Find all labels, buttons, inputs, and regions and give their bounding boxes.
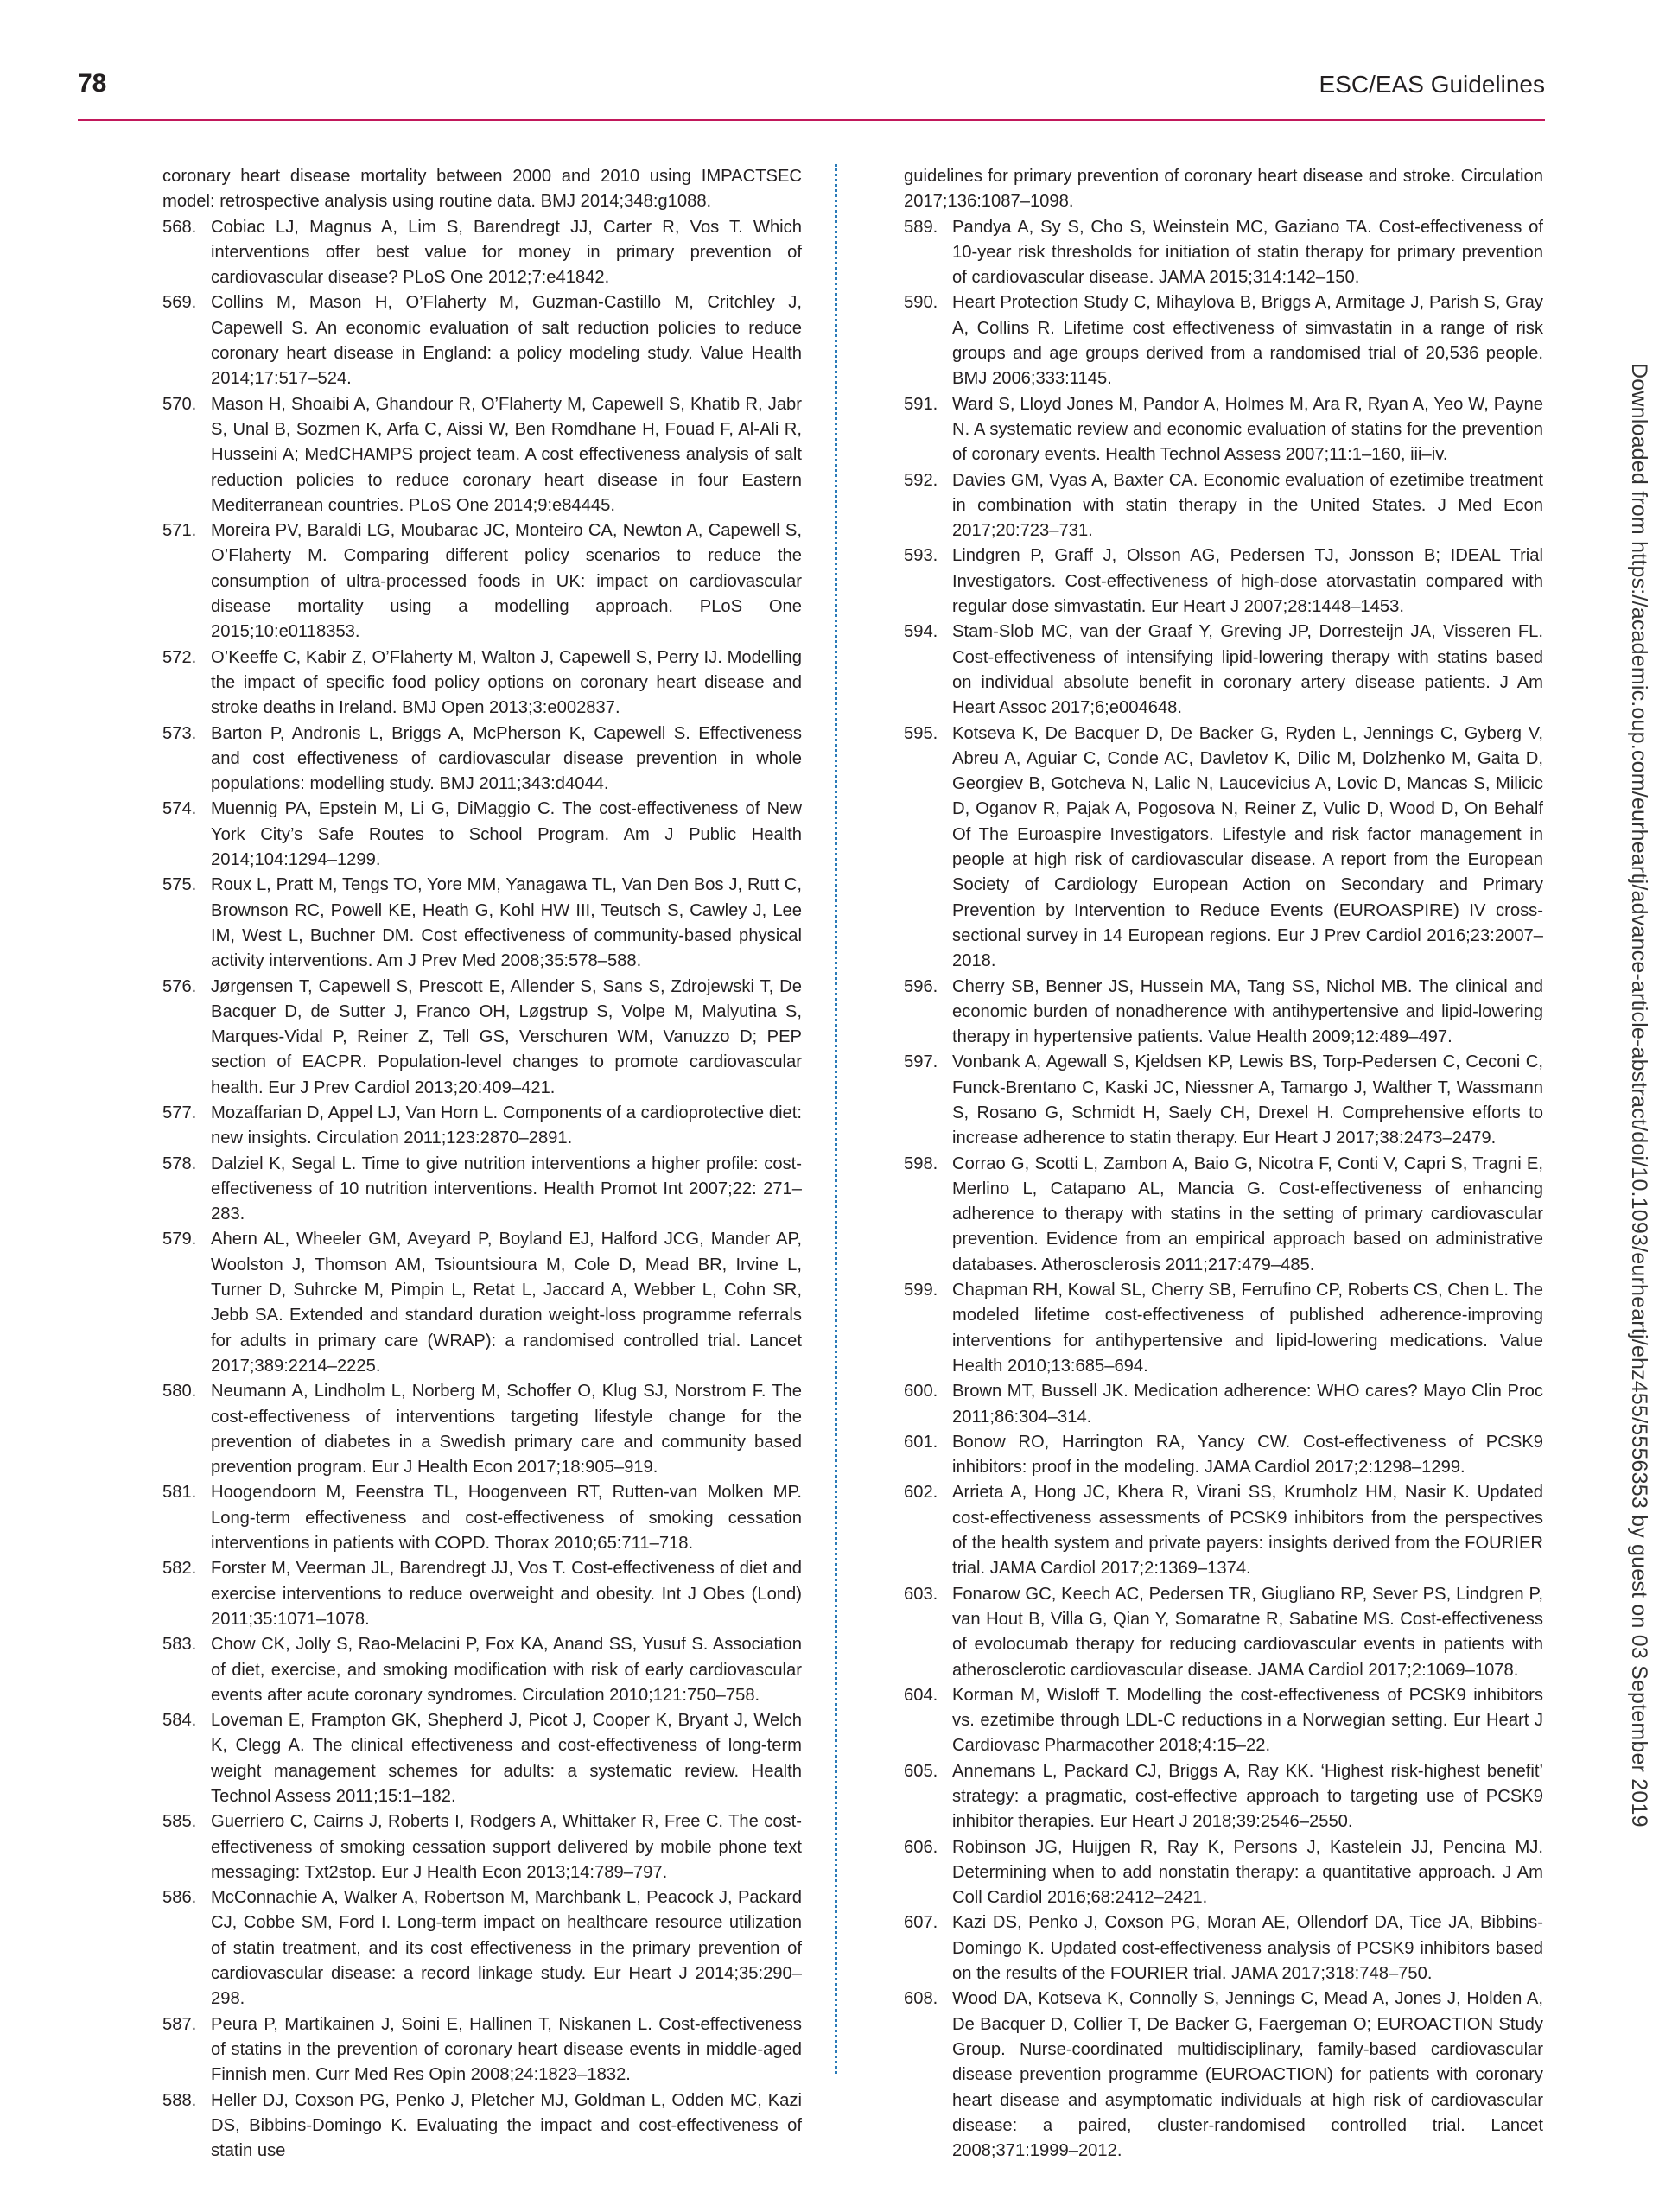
download-watermark: Downloaded from https://academic.oup.com/eurheartj/advance-article-abstract/doi/10.1093/eurheartj/ehz455/5556353 by guest on 03 September 2019: [1627, 363, 1651, 1827]
reference-number: 606.: [904, 1837, 938, 1857]
reference-number: 582.: [162, 1559, 197, 1579]
reference-text: Cobiac LJ, Magnus A, Lim S, Barendregt JJ, Carter R, Vos T. Which interventions offer best value for money in primary prevention of cardiovascular disease? PLoS One 2012;7:e41842.: [211, 217, 802, 288]
reference-entry: [162, 1632, 802, 1708]
reference-entry: [904, 1835, 1543, 1911]
reference-text: Mason H, Shoaibi A, Ghandour R, O’Flaherty M, Capewell S, Khatib R, Jabr S, Unal B, Sozmen K, Arfa C, Aissi W, Ben Romdhane H, Fouad F, Al-Ali R, Husseini A; MedCHAMPS project team. A cost effectiveness analysis of salt reduction policies to reduce coronary heart disease in four Eastern Mediterranean countries. PLoS One 2014;9:e84445.: [211, 394, 802, 515]
reference-entry: [162, 1101, 802, 1152]
reference-text: Chow CK, Jolly S, Rao-Melacini P, Fox KA, Anand SS, Yusuf S. Association of diet, exercise, and smoking modification with risk of early cardiovascular events after acute coronary syndromes. Circulation 2010;121:750–758.: [211, 1635, 802, 1705]
reference-number: 608.: [904, 1989, 938, 2009]
reference-entry: [162, 1379, 802, 1480]
reference-entry: [904, 290, 1543, 391]
reference-number: 579.: [162, 1230, 197, 1249]
reference-text: Heller DJ, Coxson PG, Penko J, Pletcher MJ, Goldman L, Odden MC, Kazi DS, Bibbins-Domingo K. Evaluating the impact and cost-effectiveness of statin use: [211, 2090, 802, 2161]
reference-number: 599.: [904, 1281, 938, 1300]
reference-entry: [904, 1910, 1543, 1986]
reference-number: 581.: [162, 1483, 197, 1503]
reference-number: 569.: [162, 293, 197, 313]
reference-text: Peura P, Martikainen J, Soini E, Hallinen T, Niskanen L. Cost-effectiveness of statins in the prevention of coronary heart disease events in middle-aged Finnish men. Curr Med Res Opin 2008;24:1823–1832.: [211, 2014, 802, 2085]
reference-number: 597.: [904, 1052, 938, 1072]
reference-entry: [904, 1278, 1543, 1379]
reference-number: 593.: [904, 546, 938, 566]
reference-text: Ward S, Lloyd Jones M, Pandor A, Holmes M, Ara R, Ryan A, Yeo W, Payne N. A systematic review and economic evaluation of statins for the prevention of coronary events. Health Technol Assess 2007;11:1–160, iii–iv.: [952, 394, 1543, 465]
reference-text: Heart Protection Study C, Mihaylova B, Briggs A, Armitage J, Parish S, Gray A, Collins R. Lifetime cost effectiveness of simvastatin in a range of risk groups and age groups derived from a randomised trial of 20,536 people. BMJ 2006;333:1145.: [952, 293, 1543, 389]
reference-text: Dalziel K, Segal L. Time to give nutrition interventions a higher profile: cost-effectiveness of 10 nutrition interventions. Health Promot Int 2007;22: 271–283.: [211, 1154, 802, 1224]
reference-text: Barton P, Andronis L, Briggs A, McPherson K, Capewell S. Effectiveness and cost effectiveness of cardiovascular disease prevention in whole populations: modelling study. BMJ 2011;343:d4044.: [211, 723, 802, 794]
reference-text: Guerriero C, Cairns J, Roberts I, Rodgers A, Whittaker R, Free C. The cost-effectiveness of smoking cessation support delivered by mobile phone text messaging: Txt2stop. Eur J Health Econ 2013;14:789–797.: [211, 1812, 802, 1882]
reference-entry: [162, 797, 802, 873]
reference-text: Bonow RO, Harrington RA, Yancy CW. Cost-effectiveness of PCSK9 inhibitors: proof in the modeling. JAMA Cardiol 2017;2:1298–1299.: [952, 1432, 1543, 1478]
reference-text: Annemans L, Packard CJ, Briggs A, Ray KK. ‘Highest risk-highest benefit’ strategy: a pragmatic, cost-effective approach to targeting use of PCSK9 inhibitor therapies. Eur Heart J 2018;39:2546–2550.: [952, 1761, 1543, 1832]
reference-number: 594.: [904, 622, 938, 642]
reference-entry: [904, 1759, 1543, 1835]
reference-text: Chapman RH, Kowal SL, Cherry SB, Ferrufino CP, Roberts CS, Chen L. The modeled lifetime cost-effectiveness of published adherence-improving interventions for antihypertensive and lipid-lowering medications. Value Health 2010;13:685–694.: [952, 1281, 1543, 1376]
reference-number: 580.: [162, 1382, 197, 1402]
reference-number: 578.: [162, 1154, 197, 1173]
reference-entry: [162, 1885, 802, 2012]
column-divider: [835, 164, 837, 2074]
reference-text: Muennig PA, Epstein M, Li G, DiMaggio C. The cost-effectiveness of New York City’s Safe Routes to School Program. Am J Public Health 2014;104:1294–1299.: [211, 799, 802, 870]
reference-number: 568.: [162, 217, 197, 237]
reference-entry: [162, 645, 802, 721]
reference-number: 571.: [162, 521, 197, 541]
reference-text: Robinson JG, Huijgen R, Ray K, Persons J, Kastelein JJ, Pencina MJ. Determining when to add nonstatin therapy: a quantitative approach. J Am Coll Cardiol 2016;68:2412–2421.: [952, 1837, 1543, 1908]
reference-number: 583.: [162, 1635, 197, 1655]
reference-text: Arrieta A, Hong JC, Khera R, Virani SS, Krumholz HM, Nasir K. Updated cost-effectiveness assessments of PCSK9 inhibitors from the perspectives of the health system and private payers: insights derived from the FOURIER trial. JAMA Cardiol 2017;2:1369–1374.: [952, 1483, 1543, 1579]
reference-text: O’Keeffe C, Kabir Z, O’Flaherty M, Walton J, Capewell S, Perry IJ. Modelling the impact of specific food policy options on coronary heart disease and stroke deaths in Ireland. BMJ Open 2013;3:e002837.: [211, 647, 802, 718]
reference-text: Loveman E, Frampton GK, Shepherd J, Picot J, Cooper K, Bryant J, Welch K, Clegg A. The clinical effectiveness and cost-effectiveness of long-term weight management schemes for adults: a systematic review. Health Technol Assess 2011;15:1–182.: [211, 1711, 802, 1806]
page-header: [78, 69, 1545, 107]
reference-text: Roux L, Pratt M, Tengs TO, Yore MM, Yanagawa TL, Van Den Bos J, Rutt C, Brownson RC, Powell KE, Heath G, Kohl HW III, Teutsch S, Cawley J, Lee IM, West L, Buchner DM. Cost effectiveness of community-based physical activity interventions. Am J Prev Med 2008;35:578–588.: [211, 875, 802, 971]
reference-number: 595.: [904, 723, 938, 743]
reference-number: 604.: [904, 1685, 938, 1705]
reference-text: Collins M, Mason H, O’Flaherty M, Guzman-Castillo M, Critchley J, Capewell S. An economic evaluation of salt reduction policies to reduce coronary heart disease in England: a policy modeling study. Value Health 2014;17:517–524.: [211, 293, 802, 389]
reference-text: McConnachie A, Walker A, Robertson M, Marchbank L, Peacock J, Packard CJ, Cobbe SM, Ford I. Long-term impact on healthcare resource utilization of statin treatment, and its cost effectiveness in the primary prevention of cardiovascular disease: a record linkage study. Eur Heart J 2014;35:290–298.: [211, 1888, 802, 2009]
reference-entry: [904, 1582, 1543, 1683]
reference-entry: [904, 468, 1543, 544]
reference-number: 574.: [162, 799, 197, 819]
reference-text: guidelines for primary prevention of coronary heart disease and stroke. Circulation 2017;136:1087–1098.: [904, 167, 1543, 212]
reference-number: 591.: [904, 394, 938, 414]
reference-entry: [162, 2088, 802, 2164]
reference-number: 598.: [904, 1154, 938, 1173]
reference-text: coronary heart disease mortality between 2000 and 2010 using IMPACTSEC model: retrospective analysis using routine data. BMJ 2014;348:g1088.: [162, 167, 802, 212]
reference-entry: [904, 1683, 1543, 1759]
reference-number: 603.: [904, 1584, 938, 1604]
reference-text: Lindgren P, Graff J, Olsson AG, Pedersen TJ, Jonsson B; IDEAL Trial Investigators. Cost-effectiveness of high-dose atorvastatin compared with regular dose simvastatin. Eur Heart J 2007;28:1448–1453.: [952, 546, 1543, 617]
reference-entry: [904, 1379, 1543, 1430]
reference-entry: [162, 1227, 802, 1379]
reference-text: Cherry SB, Benner JS, Hussein MA, Tang SS, Nichol MB. The clinical and economic burden of nonadherence with antihypertensive and lipid-lowering therapy in hypertensive patients. Value Health 2009;12:489–497.: [952, 976, 1543, 1047]
reference-continuation: [162, 164, 802, 215]
reference-entry: [904, 392, 1543, 468]
reference-text: Kazi DS, Penko J, Coxson PG, Moran AE, Ollendorf DA, Tice JA, Bibbins-Domingo K. Updated cost-effectiveness analysis of PCSK9 inhibitors based on the results of the FOURIER trial. JAMA 2017;318:748–750.: [952, 1913, 1543, 1984]
reference-text: Stam-Slob MC, van der Graaf Y, Greving JP, Dorresteijn JA, Visseren FL. Cost-effectiveness of intensifying lipid-lowering therapy with statins based on individual absolute benefit in coronary artery disease patients. J Am Heart Assoc 2017;6;e004648.: [952, 622, 1543, 718]
reference-number: 585.: [162, 1812, 197, 1832]
header-rule: [78, 119, 1545, 121]
reference-entry: [162, 1708, 802, 1809]
reference-number: 576.: [162, 976, 197, 996]
reference-entry: [904, 1152, 1543, 1278]
reference-entry: [904, 1050, 1543, 1151]
reference-entry: [162, 290, 802, 391]
reference-text: Moreira PV, Baraldi LG, Moubarac JC, Monteiro CA, Newton A, Capewell S, O’Flaherty M. Comparing different policy scenarios to reduce the consumption of ultra-processed foods in UK: impact on cardiovascular disease mortality using a modelling approach. PLoS One 2015;10:e0118353.: [211, 521, 802, 642]
reference-text: Neumann A, Lindholm L, Norberg M, Schoffer O, Klug SJ, Norstrom F. The cost-effectiveness of interventions targeting lifestyle change for the prevention of diabetes in a Swedish primary care and community based prevention program. Eur J Health Econ 2017;18:905–919.: [211, 1382, 802, 1478]
reference-number: 575.: [162, 875, 197, 895]
reference-number: 589.: [904, 217, 938, 237]
reference-entry: [904, 975, 1543, 1051]
reference-number: 584.: [162, 1711, 197, 1731]
reference-number: 588.: [162, 2090, 197, 2110]
reference-entry: [162, 392, 802, 518]
reference-text: Jørgensen T, Capewell S, Prescott E, Allender S, Sans S, Zdrojewski T, De Bacquer D, de Sutter J, Franco OH, Løgstrup S, Volpe M, Malyutina S, Marques-Vidal P, Reiner Z, Tell GS, Verschuren WM, Vanuzzo D; PEP section of EACPR. Population-level changes to promote cardiovascular health. Eur J Prev Cardiol 2013;20:409–421.: [211, 976, 802, 1097]
page-number: 78: [78, 69, 107, 98]
reference-entry: [162, 873, 802, 974]
reference-entry: [162, 2012, 802, 2088]
reference-entry: [162, 1556, 802, 1632]
references-right-column: [904, 164, 1543, 2164]
reference-entry: [162, 975, 802, 1101]
reference-text: Fonarow GC, Keech AC, Pedersen TR, Giugliano RP, Sever PS, Lindgren P, van Hout B, Villa G, Qian Y, Somaratne R, Sabatine MS. Cost-effectiveness of evolocumab therapy for reducing cardiovascular events in patients with atherosclerotic cardiovascular disease. JAMA Cardiol 2017;2:1069–1078.: [952, 1584, 1543, 1680]
reference-entry: [162, 1480, 802, 1556]
reference-number: 602.: [904, 1483, 938, 1503]
running-head: ESC/EAS Guidelines: [1319, 71, 1545, 98]
reference-entry: [162, 1152, 802, 1228]
references-left-column: [162, 164, 802, 2164]
reference-number: 587.: [162, 2014, 197, 2034]
reference-entry: [904, 543, 1543, 620]
reference-entry: [904, 721, 1543, 975]
reference-continuation: [904, 164, 1543, 215]
reference-entry: [904, 620, 1543, 721]
reference-text: Brown MT, Bussell JK. Medication adherence: WHO cares? Mayo Clin Proc 2011;86:304–314.: [952, 1382, 1543, 1427]
reference-entry: [162, 1809, 802, 1885]
reference-text: Mozaffarian D, Appel LJ, Van Horn L. Components of a cardioprotective diet: new insights. Circulation 2011;123:2870–2891.: [211, 1103, 802, 1148]
reference-text: Corrao G, Scotti L, Zambon A, Baio G, Nicotra F, Conti V, Capri S, Tragni E, Merlino L, Catapano AL, Mancia G. Cost-effectiveness of enhancing adherence to therapy with statins in the setting of primary cardiovascular prevention. Evidence from an empirical approach based on administrative databases. Atherosclerosis 2011;217:479–485.: [952, 1154, 1543, 1274]
reference-number: 572.: [162, 647, 197, 667]
reference-entry: [162, 518, 802, 645]
reference-number: 586.: [162, 1888, 197, 1908]
reference-text: Davies GM, Vyas A, Baxter CA. Economic evaluation of ezetimibe treatment in combination with statin therapy in the United States. J Med Econ 2017;20:723–731.: [952, 470, 1543, 541]
reference-text: Ahern AL, Wheeler GM, Aveyard P, Boyland EJ, Halford JCG, Mander AP, Woolston J, Thomson AM, Tsiountsioura M, Cole D, Mead BR, Irvine L, Turner D, Suhrcke M, Pimpin L, Retat L, Jaccard A, Webber L, Cohn SR, Jebb SA. Extended and standard duration weight-loss programme referrals for adults in primary care (WRAP): a randomised controlled trial. Lancet 2017;389:2214–2225.: [211, 1230, 802, 1376]
reference-text: Vonbank A, Agewall S, Kjeldsen KP, Lewis BS, Torp-Pedersen C, Ceconi C, Funck-Brentano C, Kaski JC, Niessner A, Tamargo J, Walther T, Wassmann S, Rosano G, Schmidt H, Saely CH, Drexel H. Comprehensive efforts to increase adherence to statin therapy. Eur Heart J 2017;38:2473–2479.: [952, 1052, 1543, 1148]
reference-number: 573.: [162, 723, 197, 743]
reference-entry: [904, 1430, 1543, 1481]
reference-entry: [904, 1480, 1543, 1581]
reference-text: Korman M, Wisloff T. Modelling the cost-effectiveness of PCSK9 inhibitors vs. ezetimibe through LDL-C reductions in a Norwegian setting. Eur Heart J Cardiovasc Pharmacother 2018;4:15–22.: [952, 1685, 1543, 1756]
reference-entry: [162, 215, 802, 291]
reference-number: 592.: [904, 470, 938, 490]
reference-text: Forster M, Veerman JL, Barendregt JJ, Vos T. Cost-effectiveness of diet and exercise interventions to reduce overweight and obesity. Int J Obes (Lond) 2011;35:1071–1078.: [211, 1559, 802, 1629]
reference-entry: [162, 721, 802, 798]
reference-number: 577.: [162, 1103, 197, 1122]
reference-number: 605.: [904, 1761, 938, 1781]
reference-number: 601.: [904, 1432, 938, 1452]
reference-text: Pandya A, Sy S, Cho S, Weinstein MC, Gaziano TA. Cost-effectiveness of 10-year risk thresholds for initiation of statin therapy for primary prevention of cardiovascular disease. JAMA 2015;314:142–150.: [952, 217, 1543, 288]
reference-number: 596.: [904, 976, 938, 996]
reference-number: 600.: [904, 1382, 938, 1402]
reference-text: Kotseva K, De Bacquer D, De Backer G, Ryden L, Jennings C, Gyberg V, Abreu A, Aguiar C, Conde AC, Davletov K, Dilic M, Dolzhenko M, Gaita D, Georgiev B, Gotcheva N, Lalic N, Laucevicius A, Lovic D, Mancas S, Milicic D, Oganov R, Pajak A, Pogosova N, Reiner Z, Vulic D, Wood D, On Behalf Of The Euroaspire Investigators. Lifestyle and risk factor management in people at high risk of cardiovascular disease. A report from the European Society of Cardiology European Action on Secondary and Primary Prevention by Intervention to Reduce Events (EUROASPIRE) IV cross-sectional survey in 14 European regions. Eur J Prev Cardiol 2016;23:2007–2018.: [952, 723, 1543, 971]
reference-number: 570.: [162, 394, 197, 414]
reference-number: 590.: [904, 293, 938, 313]
reference-text: Hoogendoorn M, Feenstra TL, Hoogenveen RT, Rutten-van Molken MP. Long-term effectiveness and cost-effectiveness of smoking cessation interventions in patients with COPD. Thorax 2010;65:711–718.: [211, 1483, 802, 1554]
reference-entry: [904, 1986, 1543, 2164]
reference-entry: [904, 215, 1543, 291]
reference-number: 607.: [904, 1913, 938, 1933]
reference-text: Wood DA, Kotseva K, Connolly S, Jennings C, Mead A, Jones J, Holden A, De Bacquer D, Collier T, De Backer G, Faergeman O; EUROACTION Study Group. Nurse-coordinated multidisciplinary, family-based cardiovascular disease prevention programme (EUROACTION) for patients with coronary heart disease and asymptomatic individuals at high risk of cardiovascular disease: a paired, cluster-randomised controlled trial. Lancet 2008;371:1999–2012.: [952, 1989, 1543, 2161]
